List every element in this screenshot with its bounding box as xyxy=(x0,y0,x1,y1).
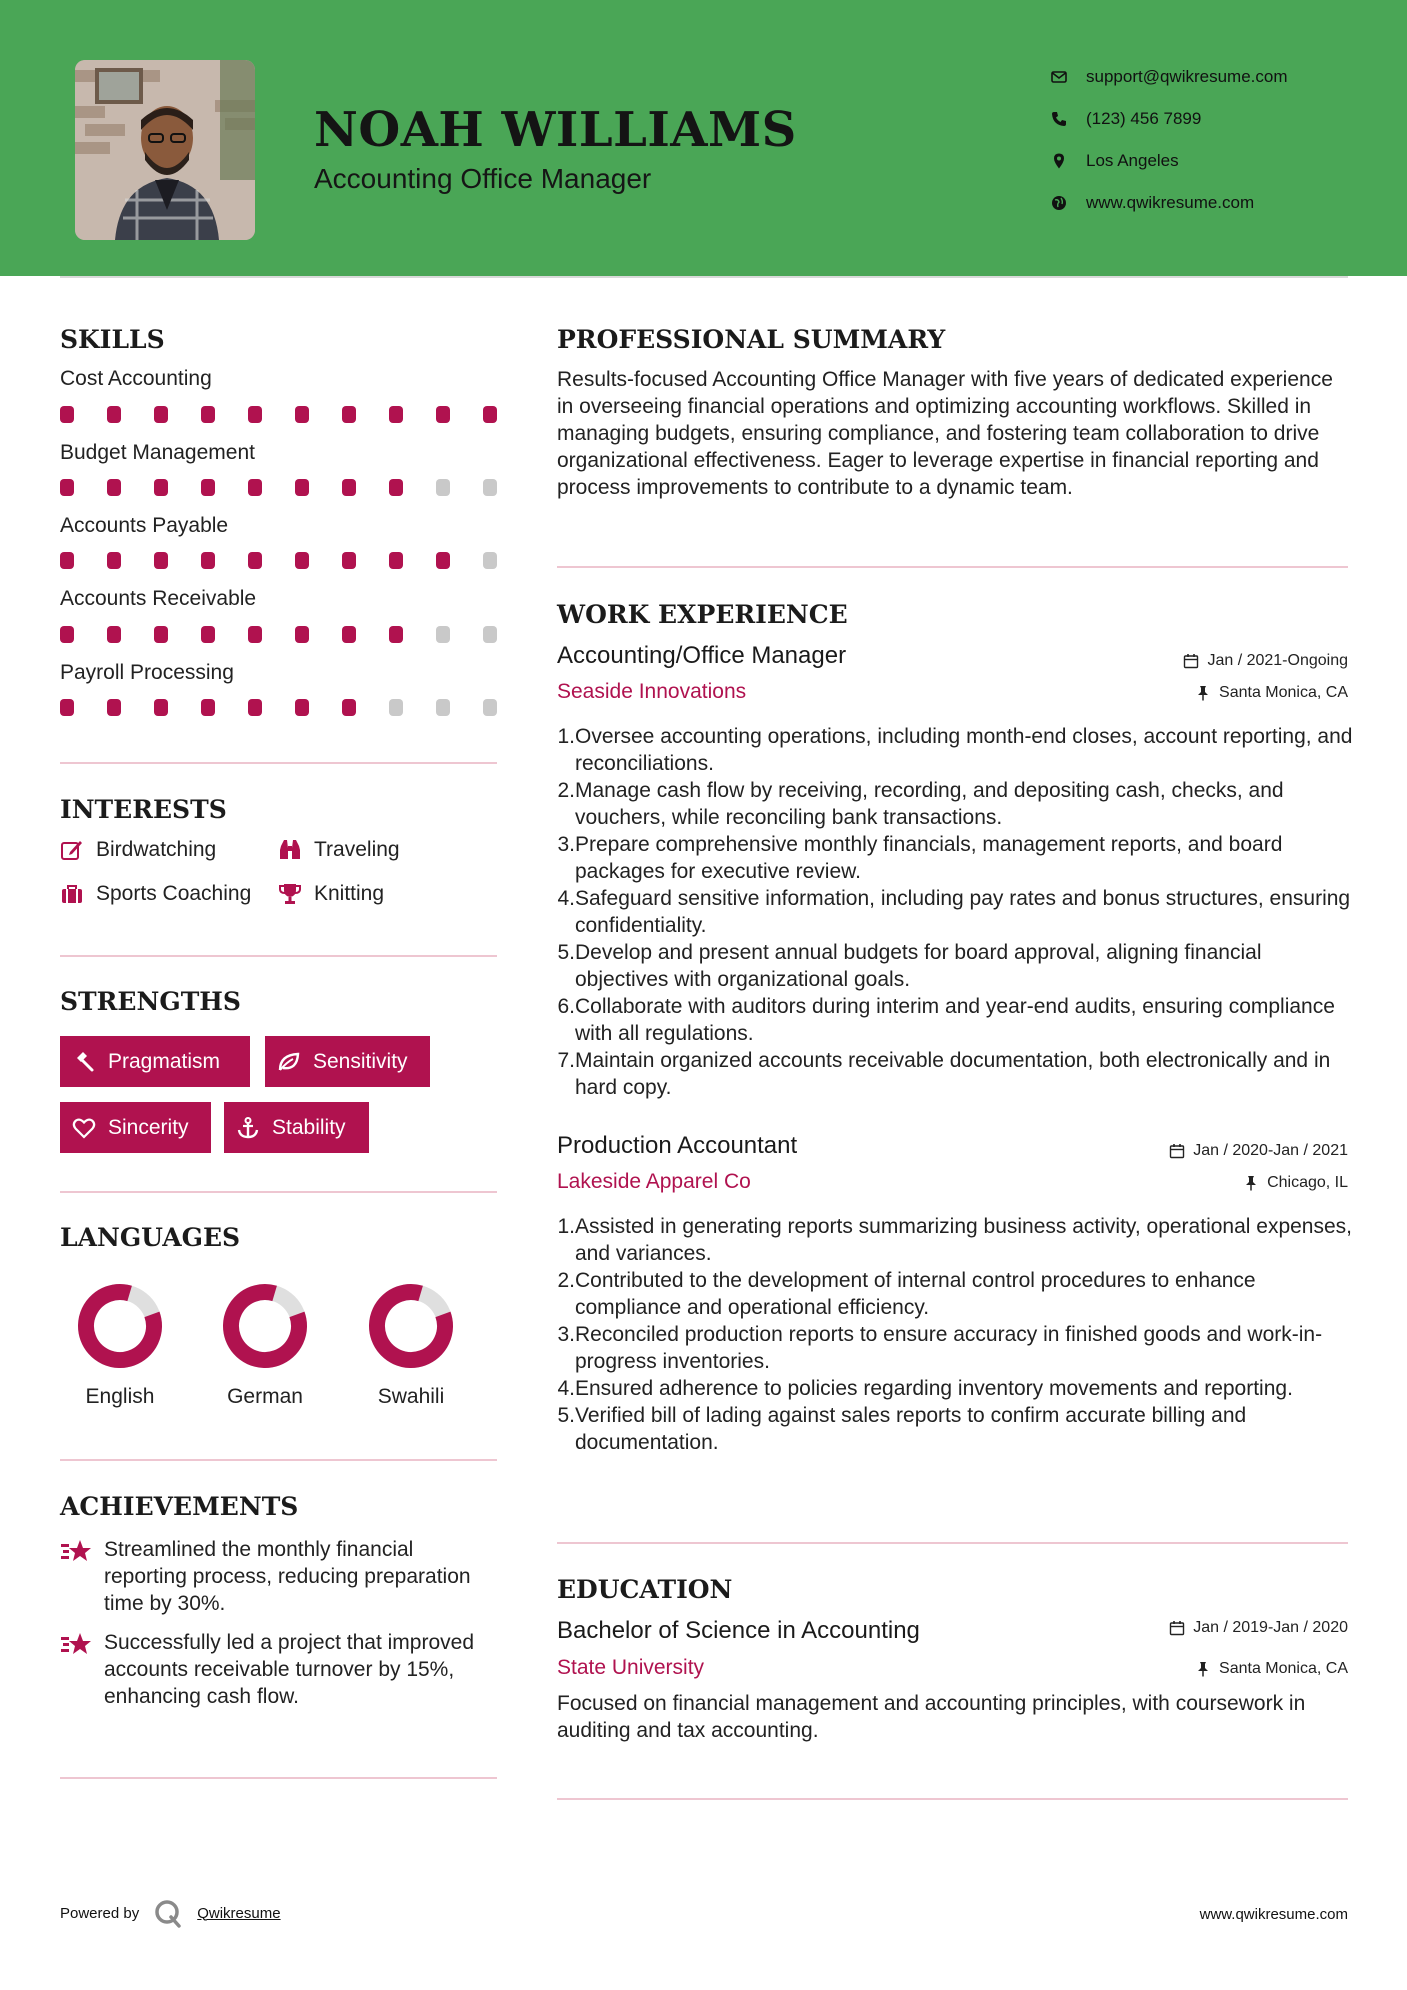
skill-dot-filled xyxy=(60,552,74,569)
job-location-text: Santa Monica, CA xyxy=(1219,684,1348,701)
skill-dot-empty xyxy=(483,479,497,496)
skill-dot-filled xyxy=(342,626,356,643)
skill-rating xyxy=(60,552,497,569)
job-title: Production Accountant xyxy=(557,1132,798,1159)
job-bullet xyxy=(557,777,1357,831)
section-divider xyxy=(60,762,497,764)
gavel-icon xyxy=(72,1050,96,1074)
job-bullets xyxy=(557,723,1357,1101)
section-divider xyxy=(557,1798,1348,1800)
languages-heading: LANGUAGES xyxy=(60,1223,241,1252)
contact-email[interactable] xyxy=(1050,56,1288,98)
skill-dot-filled xyxy=(342,552,356,569)
skill-dot-filled xyxy=(248,699,262,716)
bullet-number: 1. xyxy=(557,725,575,748)
heart-icon xyxy=(72,1116,96,1140)
education-heading: EDUCATION xyxy=(557,1575,733,1604)
skill-dot-filled xyxy=(154,626,168,643)
calendar-icon xyxy=(1169,1620,1185,1636)
skill-dot-filled xyxy=(295,406,309,423)
skill-dot-filled xyxy=(436,552,450,569)
calendar-icon xyxy=(1183,653,1199,669)
skill-dot-filled xyxy=(154,479,168,496)
job-bullet xyxy=(557,993,1357,1047)
skill-rating xyxy=(60,626,497,643)
skill-dot-filled xyxy=(248,479,262,496)
skill-dot-filled xyxy=(342,479,356,496)
job-bullet xyxy=(557,831,1357,885)
skill-rating xyxy=(60,699,497,716)
interest-label: Traveling xyxy=(314,838,400,861)
achievement-item xyxy=(60,1629,480,1710)
skill-dot-empty xyxy=(483,552,497,569)
skill-dot-empty xyxy=(436,699,450,716)
globe-icon xyxy=(1050,194,1068,212)
language-item xyxy=(65,1283,175,1409)
edit-icon xyxy=(60,838,84,862)
bullet-number: 5. xyxy=(557,1404,575,1427)
job-bullet xyxy=(557,1321,1357,1375)
bullet-number: 4. xyxy=(557,887,575,910)
skill-name: Payroll Processing xyxy=(60,661,234,684)
experience-heading: WORK EXPERIENCE xyxy=(557,600,848,629)
header-divider xyxy=(60,276,1348,278)
skill-dot-empty xyxy=(436,626,450,643)
job-bullet xyxy=(557,1402,1357,1456)
school-name: State University xyxy=(557,1656,705,1679)
section-divider xyxy=(557,566,1348,568)
skill-dot-filled xyxy=(389,626,403,643)
bullet-text: Contributed to the development of internal control procedures to enhance compliance and operational efficiency. xyxy=(575,1269,1256,1319)
strength-badge xyxy=(265,1036,430,1087)
section-divider xyxy=(60,955,497,957)
bullet-number: 2. xyxy=(557,779,575,802)
bullet-number: 3. xyxy=(557,833,575,856)
contact-location xyxy=(1050,140,1288,182)
bullet-text: Safeguard sensitive information, including pay rates and bonus structures, ensuring confidentiality. xyxy=(575,887,1351,937)
profile-photo xyxy=(75,60,255,240)
education-description: Focused on financial management and accounting principles, with coursework in auditing and tax accounting. xyxy=(557,1692,1306,1742)
bullet-text: Prepare comprehensive monthly financials, management reports, and board packages for executive review. xyxy=(575,833,1283,883)
envelope-icon xyxy=(1050,68,1068,86)
skill-dot-empty xyxy=(389,699,403,716)
education-dates-text: Jan / 2019-Jan / 2020 xyxy=(1193,1619,1348,1636)
donut-fill xyxy=(368,1283,454,1369)
footer-powered-by xyxy=(60,1898,281,1928)
job-location-text: Chicago, IL xyxy=(1267,1174,1348,1191)
skill-dot-filled xyxy=(389,552,403,569)
skill-dot-filled xyxy=(342,699,356,716)
calendar-icon xyxy=(1169,1143,1185,1159)
skill-dot-filled xyxy=(483,406,497,423)
bullet-number: 6. xyxy=(557,995,575,1018)
briefcase-icon xyxy=(60,882,84,906)
skill-dot-filled xyxy=(436,406,450,423)
strengths-heading: STRENGTHS xyxy=(60,987,241,1016)
leaf-icon xyxy=(277,1050,301,1074)
achievements-heading: ACHIEVEMENTS xyxy=(60,1492,299,1521)
job-company: Seaside Innovations xyxy=(557,680,747,703)
skill-dot-filled xyxy=(107,626,121,643)
skill-dot-filled xyxy=(248,406,262,423)
skill-dot-filled xyxy=(295,552,309,569)
qwikresume-logo-icon xyxy=(153,1898,183,1928)
job-bullet xyxy=(557,723,1357,777)
achievement-text: Successfully led a project that improved accounts receivable turnover by 15%, enhancing cash flow. xyxy=(104,1631,475,1708)
interest-label: Birdwatching xyxy=(96,838,217,861)
strength-badge xyxy=(60,1036,250,1087)
education-location xyxy=(1195,1660,1348,1678)
footer-website[interactable]: www.qwikresume.com xyxy=(1199,1906,1348,1923)
language-label: Swahili xyxy=(377,1385,445,1408)
job-dates xyxy=(1169,1142,1348,1160)
skill-dot-filled xyxy=(389,479,403,496)
contact-email-text: support@qwikresume.com xyxy=(1086,67,1288,86)
job-bullet xyxy=(557,939,1357,993)
job-title: Accounting/Office Manager xyxy=(557,642,847,669)
donut-fill xyxy=(77,1283,163,1369)
job-bullet xyxy=(557,1213,1357,1267)
contact-website[interactable] xyxy=(1050,182,1288,224)
interest-item xyxy=(278,882,384,906)
strength-badge xyxy=(224,1102,369,1153)
star-icon xyxy=(60,1631,92,1659)
candidate-name: NOAH WILLIAMS xyxy=(314,102,797,158)
phone-icon xyxy=(1050,110,1068,128)
contact-list xyxy=(1050,56,1288,224)
job-company: Lakeside Apparel Co xyxy=(557,1170,751,1193)
education-location-text: Santa Monica, CA xyxy=(1219,1660,1348,1677)
section-divider xyxy=(557,1542,1348,1544)
skill-rating xyxy=(60,406,497,423)
powered-by-label: Powered by xyxy=(60,1904,140,1922)
skill-dot-filled xyxy=(60,479,74,496)
job-location xyxy=(1195,684,1348,702)
bullet-text: Collaborate with auditors during interim and year-end audits, ensuring compliance with all regulations. xyxy=(575,995,1335,1045)
job-bullets xyxy=(557,1213,1357,1456)
skill-dot-filled xyxy=(201,552,215,569)
bullet-text: Develop and present annual budgets for board approval, aligning financial objectives with organizational goals. xyxy=(575,941,1262,991)
summary-text: Results-focused Accounting Office Manager with five years of dedicated experience in overseeing financial operations and optimizing accounting workflows. Skilled in managing budgets, ensuring compliance, and fostering team collaboration to drive organizational effectiveness. Eager to leverage expertise in financial reporting and process improvements to contribute to a dynamic team. xyxy=(557,368,1333,499)
qwikresume-link[interactable]: Qwikresume xyxy=(197,1904,281,1922)
interest-item xyxy=(60,882,251,906)
bullet-text: Manage cash flow by receiving, recording, and depositing cash, checks, and vouchers, while reconciling bank transactions. xyxy=(575,779,1284,829)
bullet-text: Reconciled production reports to ensure accuracy in finished goods and work-in-progress inventories. xyxy=(575,1323,1323,1373)
strength-label: Sincerity xyxy=(108,1115,189,1139)
language-donut xyxy=(222,1283,308,1369)
pin-icon xyxy=(1195,1661,1211,1677)
interests-heading: INTERESTS xyxy=(60,795,227,824)
strength-label: Sensitivity xyxy=(313,1049,408,1073)
skill-dot-filled xyxy=(201,626,215,643)
map-marker-icon xyxy=(1050,152,1068,170)
skill-dot-filled xyxy=(107,699,121,716)
bullet-text: Ensured adherence to policies regarding inventory movements and reporting. xyxy=(575,1377,1293,1400)
skill-dot-filled xyxy=(107,552,121,569)
skill-dot-filled xyxy=(295,479,309,496)
skill-dot-filled xyxy=(295,699,309,716)
bullet-text: Oversee accounting operations, including month-end closes, account reporting, and reconciliations. xyxy=(575,725,1353,775)
language-donut xyxy=(77,1283,163,1369)
strength-badge xyxy=(60,1102,211,1153)
bullet-text: Maintain organized accounts receivable documentation, both electronically and in hard copy. xyxy=(575,1049,1331,1099)
section-divider xyxy=(60,1777,497,1779)
skill-dot-filled xyxy=(248,626,262,643)
job-location xyxy=(1243,1174,1348,1192)
skill-dot-filled xyxy=(295,626,309,643)
skill-dot-filled xyxy=(201,699,215,716)
skill-name: Cost Accounting xyxy=(60,367,212,390)
bullet-text: Assisted in generating reports summarizing business activity, operational expenses, and variances. xyxy=(575,1215,1352,1265)
interest-label: Sports Coaching xyxy=(96,882,252,905)
header-banner xyxy=(0,0,1407,276)
skill-dot-filled xyxy=(107,406,121,423)
job-dates-text: Jan / 2020-Jan / 2021 xyxy=(1193,1142,1348,1159)
skill-dot-empty xyxy=(483,699,497,716)
bullet-number: 4. xyxy=(557,1377,575,1400)
contact-phone[interactable] xyxy=(1050,98,1288,140)
education-dates xyxy=(1169,1619,1348,1637)
skill-rating xyxy=(60,479,497,496)
donut-fill xyxy=(222,1283,308,1369)
bullet-number: 1. xyxy=(557,1215,575,1238)
skill-dot-filled xyxy=(60,406,74,423)
bullet-text: Verified bill of lading against sales reports to confirm accurate billing and documentation. xyxy=(575,1404,1247,1454)
language-donut xyxy=(368,1283,454,1369)
job-bullet xyxy=(557,1267,1357,1321)
job-dates xyxy=(1183,652,1348,670)
skill-name: Accounts Payable xyxy=(60,514,229,537)
language-label: English xyxy=(85,1385,155,1408)
bullet-number: 3. xyxy=(557,1323,575,1346)
interest-item xyxy=(60,838,216,862)
skill-dot-filled xyxy=(154,699,168,716)
skill-dot-filled xyxy=(201,479,215,496)
strength-label: Stability xyxy=(272,1115,346,1139)
interest-label: Knitting xyxy=(314,882,385,905)
star-icon xyxy=(60,1538,92,1566)
binoculars-icon xyxy=(278,838,302,862)
language-item xyxy=(210,1283,320,1409)
skill-dot-filled xyxy=(389,406,403,423)
interest-item xyxy=(278,838,400,862)
skill-dot-filled xyxy=(248,552,262,569)
contact-website-text: www.qwikresume.com xyxy=(1086,193,1255,212)
pin-icon xyxy=(1243,1175,1259,1191)
job-bullet xyxy=(557,1375,1357,1402)
skill-dot-filled xyxy=(154,552,168,569)
contact-location-text: Los Angeles xyxy=(1086,151,1179,170)
skill-name: Accounts Receivable xyxy=(60,587,257,610)
job-dates-text: Jan / 2021-Ongoing xyxy=(1207,652,1348,669)
skill-dot-filled xyxy=(107,479,121,496)
section-divider xyxy=(60,1191,497,1193)
section-divider xyxy=(60,1459,497,1461)
anchor-icon xyxy=(236,1116,260,1140)
skill-dot-filled xyxy=(342,406,356,423)
language-label: German xyxy=(227,1385,303,1408)
achievement-item xyxy=(60,1536,480,1617)
bullet-number: 7. xyxy=(557,1049,575,1072)
degree-title: Bachelor of Science in Accounting xyxy=(557,1617,920,1644)
job-bullet xyxy=(557,1047,1357,1101)
skills-heading: SKILLS xyxy=(60,325,165,354)
achievement-text: Streamlined the monthly financial reporting process, reducing preparation time by 30%. xyxy=(104,1538,471,1615)
skill-dot-empty xyxy=(483,626,497,643)
candidate-title: Accounting Office Manager xyxy=(314,163,652,194)
job-bullet xyxy=(557,885,1357,939)
skill-dot-filled xyxy=(60,699,74,716)
skill-dot-filled xyxy=(201,406,215,423)
bullet-number: 5. xyxy=(557,941,575,964)
contact-phone-text: (123) 456 7899 xyxy=(1086,109,1202,128)
bullet-number: 2. xyxy=(557,1269,575,1292)
skill-dot-filled xyxy=(60,626,74,643)
summary-heading: PROFESSIONAL SUMMARY xyxy=(557,325,946,354)
skill-name: Budget Management xyxy=(60,441,255,464)
language-item xyxy=(356,1283,466,1409)
strength-label: Pragmatism xyxy=(108,1049,221,1073)
trophy-icon xyxy=(278,882,302,906)
skill-dot-empty xyxy=(436,479,450,496)
pin-icon xyxy=(1195,685,1211,701)
skill-dot-filled xyxy=(154,406,168,423)
